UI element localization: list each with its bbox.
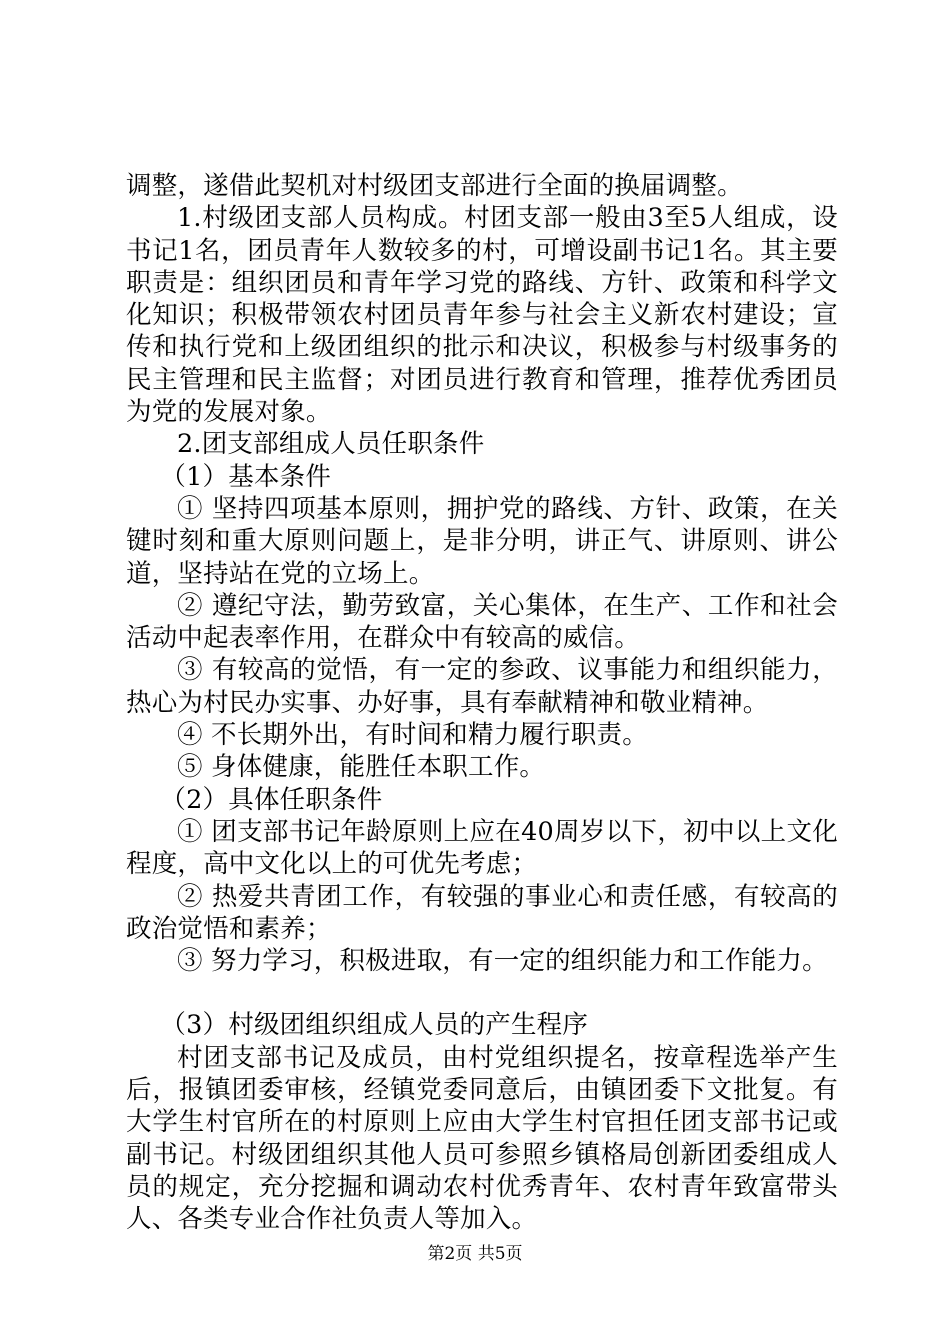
document-body [126, 170, 838, 1236]
subheading-specific-conditions: （2）具体任职条件 [160, 784, 383, 815]
paragraph-continuation: 调整，遂借此契机对村级团支部进行全面的换届调整。 [126, 171, 743, 201]
subheading-selection-procedure: （3）村级团组织组成人员的产生程序 [160, 1010, 589, 1041]
page-footer [0, 1244, 950, 1264]
list-item-basic-2: ② 遵纪守法，勤劳致富，关心集体，在生产、工作和社会活动中起表率作用，在群众中有较高的威信。 [126, 590, 838, 654]
page-number-label: 第2页 共5页 [427, 1244, 523, 1264]
subheading-basic-conditions: （1）基本条件 [160, 461, 332, 492]
heading-qualification-conditions: 2.团支部组成人员任职条件 [177, 429, 485, 460]
paragraph-gap [126, 977, 838, 1009]
list-item-specific-2: ② 热爱共青团工作，有较强的事业心和责任感，有较高的政治觉悟和素养； [126, 881, 838, 944]
list-item-basic-3: ③ 有较高的觉悟，有一定的参政、议事能力和组织能力，热心为村民办实事、办好事，具有奉献精神和敬业精神。 [126, 655, 838, 718]
list-item-basic-4: ④ 不长期外出，有时间和精力履行职责。 [177, 720, 648, 751]
list-item-basic-5: ⑤ 身体健康，能胜任本职工作。 [177, 752, 546, 783]
list-item-basic-1: ① 坚持四项基本原则，拥护党的路线、方针、政策，在关键时刻和重大原则问题上，是非分明，讲正气、讲原则、讲公道，坚持站在党的立场上。 [126, 493, 838, 589]
list-item-specific-1: ① 团支部书记年龄原则上应在40周岁以下，初中以上文化程度，高中文化以上的可优先考虑； [126, 816, 838, 880]
list-item-specific-3: ③ 努力学习，积极进取，有一定的组织能力和工作能力。 [177, 946, 828, 977]
paragraph-selection-procedure: 村团支部书记及成员，由村党组织提名，按章程选举产生后，报镇团委审核，经镇党委同意后，由镇团委下文批复。有大学生村官所在的村原则上应由大学生村官担任团支部书记或副书记。村级团组织其他人员可参照乡镇格局创新团委组成人员的规定，充分挖掘和调动农村优秀青年、农村青年致富带头人、各类专业合作社负责人等加入。 [126, 1042, 838, 1235]
paragraph-member-composition: 1.村级团支部人员构成。村团支部一般由3至5人组成，设书记1名，团员青年人数较多的村，可增设副书记1名。其主要职责是：组织团员和青年学习党的路线、方针、政策和科学文化知识；积极带领农村团员青年参与社会主义新农村建设；宣传和执行党和上级团组织的批示和决议，积极参与村级事务的民主管理和民主监督；对团员进行教育和管理，推荐优秀团员为党的发展对象。 [126, 203, 838, 428]
